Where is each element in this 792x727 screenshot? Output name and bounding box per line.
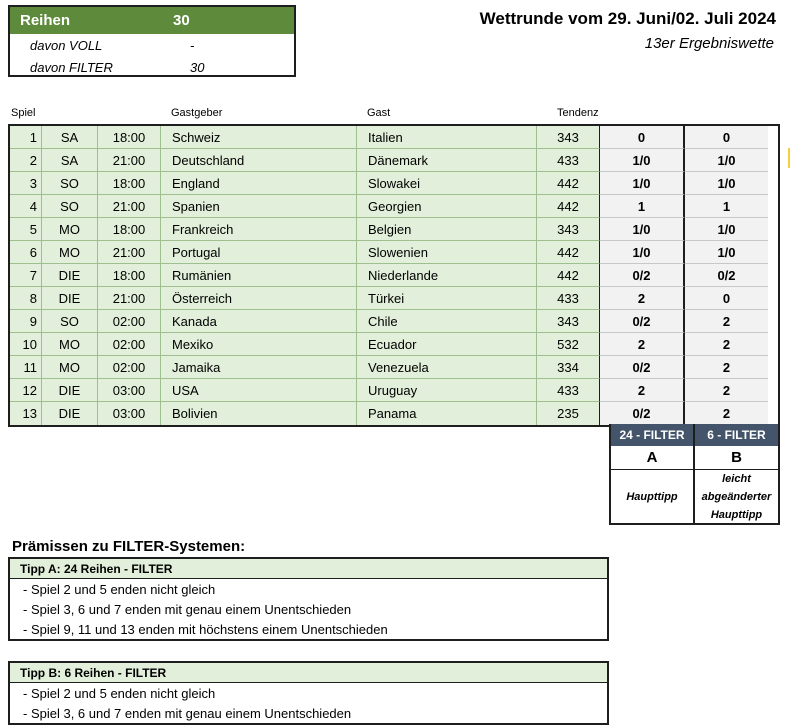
system-b-desc-line: Haupttipp	[710, 508, 763, 521]
game-time[interactable]: 18:00	[98, 264, 161, 287]
header-spiel: Spiel	[11, 107, 36, 119]
game-number[interactable]: 7	[10, 264, 42, 287]
home-team[interactable]: Deutschland	[161, 149, 357, 172]
game-number[interactable]: 2	[10, 149, 42, 172]
game-day[interactable]: MO	[42, 241, 98, 264]
premise-a-line: - Spiel 3, 6 und 7 enden mit genau einem Unentschieden	[23, 601, 352, 617]
reihen-value: 30	[173, 12, 190, 29]
summary-box	[8, 5, 296, 77]
page-title: Wettrunde vom 29. Juni/02. Juli 2024	[479, 9, 776, 28]
game-day[interactable]: SO	[42, 310, 98, 333]
tipp-b-cell[interactable]: 1/0	[685, 149, 768, 172]
game-time[interactable]: 18:00	[98, 172, 161, 195]
game-tendency[interactable]: 334	[537, 356, 600, 379]
game-number[interactable]: 12	[10, 379, 42, 402]
game-tendency[interactable]: 343	[537, 126, 600, 149]
tipp-a-cell[interactable]: 2	[600, 287, 685, 310]
game-day[interactable]: MO	[42, 333, 98, 356]
table-row	[10, 402, 778, 425]
table-row	[10, 195, 778, 218]
tipp-b-cell[interactable]: 2	[685, 402, 768, 425]
premise-b-header: Tipp B: 6 Reihen - FILTER	[10, 663, 607, 683]
game-tendency[interactable]: 433	[537, 149, 600, 172]
home-team[interactable]: USA	[161, 379, 357, 402]
header-gastgeber: Gastgeber	[171, 107, 223, 119]
tipp-a-cell[interactable]: 1/0	[600, 241, 685, 264]
game-time[interactable]: 02:00	[98, 333, 161, 356]
game-tendency[interactable]: 532	[537, 333, 600, 356]
game-time[interactable]: 02:00	[98, 310, 161, 333]
away-team[interactable]: Belgien	[357, 218, 537, 241]
away-team[interactable]: Niederlande	[357, 264, 537, 287]
home-team[interactable]: England	[161, 172, 357, 195]
game-tendency[interactable]: 442	[537, 195, 600, 218]
voll-value: -	[190, 38, 195, 53]
filter-label: davon FILTER	[30, 60, 113, 75]
table-row	[10, 333, 778, 356]
tipp-a-cell[interactable]: 0/2	[600, 402, 685, 425]
home-team[interactable]: Jamaika	[161, 356, 357, 379]
system-b-desc-line: abgeänderter	[701, 490, 772, 503]
tipp-b-cell[interactable]: 1/0	[685, 218, 768, 241]
tipp-b-cell[interactable]: 2	[685, 310, 768, 333]
system-a-column	[609, 424, 695, 525]
tipp-b-cell[interactable]: 1/0	[685, 172, 768, 195]
system-b-description	[695, 470, 778, 523]
summary-row-filter	[10, 56, 294, 78]
tipp-b-cell[interactable]: 2	[685, 379, 768, 402]
tipp-b-cell[interactable]: 1	[685, 195, 768, 218]
away-team[interactable]: Slowakei	[357, 172, 537, 195]
tipp-a-cell[interactable]: 1/0	[600, 172, 685, 195]
system-b-column	[693, 424, 780, 525]
home-team[interactable]: Österreich	[161, 287, 357, 310]
game-number[interactable]: 13	[10, 402, 42, 425]
game-time[interactable]: 21:00	[98, 149, 161, 172]
game-day[interactable]: DIE	[42, 264, 98, 287]
away-team[interactable]: Italien	[357, 126, 537, 149]
tipp-b-cell[interactable]: 2	[685, 333, 768, 356]
game-time[interactable]: 02:00	[98, 356, 161, 379]
game-day[interactable]: DIE	[42, 379, 98, 402]
game-tendency[interactable]: 442	[537, 241, 600, 264]
game-time[interactable]: 21:00	[98, 241, 161, 264]
home-team[interactable]: Portugal	[161, 241, 357, 264]
tipp-a-cell[interactable]: 0/2	[600, 264, 685, 287]
tipp-a-cell[interactable]: 0/2	[600, 310, 685, 333]
game-number[interactable]: 9	[10, 310, 42, 333]
system-a-header: 24 - FILTER	[611, 424, 693, 446]
voll-label: davon VOLL	[30, 38, 103, 53]
home-team[interactable]: Schweiz	[161, 126, 357, 149]
system-b-letter: B	[695, 446, 778, 470]
game-day[interactable]: MO	[42, 218, 98, 241]
reihen-label: Reihen	[20, 12, 71, 29]
home-team[interactable]: Spanien	[161, 195, 357, 218]
game-number[interactable]: 4	[10, 195, 42, 218]
home-team[interactable]: Rumänien	[161, 264, 357, 287]
tipp-a-cell[interactable]: 0	[600, 126, 685, 149]
game-day[interactable]: SA	[42, 149, 98, 172]
away-team[interactable]: Panama	[357, 402, 537, 425]
tipp-b-cell[interactable]: 2	[685, 356, 768, 379]
premise-a-line: - Spiel 9, 11 und 13 enden mit höchstens einem Unentschieden	[23, 621, 388, 637]
table-row	[10, 149, 778, 172]
tipp-b-cell[interactable]: 1/0	[685, 241, 768, 264]
summary-header	[10, 7, 294, 34]
premise-box-a	[8, 557, 609, 641]
table-row	[10, 264, 778, 287]
game-tendency[interactable]: 433	[537, 379, 600, 402]
premise-a-line: - Spiel 2 und 5 enden nicht gleich	[23, 581, 216, 597]
system-b-header: 6 - FILTER	[695, 424, 778, 446]
away-team[interactable]: Dänemark	[357, 149, 537, 172]
header-tendenz: Tendenz	[557, 107, 599, 119]
game-time[interactable]: 21:00	[98, 287, 161, 310]
table-row	[10, 172, 778, 195]
game-time[interactable]: 18:00	[98, 218, 161, 241]
premise-b-line: - Spiel 2 und 5 enden nicht gleich	[23, 685, 216, 701]
home-team[interactable]: Frankreich	[161, 218, 357, 241]
away-team[interactable]: Ecuador	[357, 333, 537, 356]
tipp-a-cell[interactable]: 2	[600, 333, 685, 356]
away-team[interactable]: Venezuela	[357, 356, 537, 379]
game-time[interactable]: 03:00	[98, 379, 161, 402]
home-team[interactable]: Mexiko	[161, 333, 357, 356]
game-tendency[interactable]: 433	[537, 287, 600, 310]
system-a-letter: A	[611, 446, 693, 470]
table-row	[10, 218, 778, 241]
table-row	[10, 379, 778, 402]
table-row	[10, 287, 778, 310]
system-a-description: Haupttipp	[626, 490, 678, 503]
away-team[interactable]: Georgien	[357, 195, 537, 218]
game-day[interactable]: SO	[42, 172, 98, 195]
away-team[interactable]: Türkei	[357, 287, 537, 310]
system-b-desc-line: leicht	[722, 472, 751, 485]
away-team[interactable]: Slowenien	[357, 241, 537, 264]
game-number[interactable]: 3	[10, 172, 42, 195]
tipp-a-cell[interactable]: 1/0	[600, 149, 685, 172]
header-gast: Gast	[367, 107, 391, 119]
games-table	[8, 124, 780, 427]
table-row	[10, 356, 778, 379]
premises-title: Prämissen zu FILTER-Systemen:	[12, 538, 246, 555]
game-time[interactable]: 03:00	[98, 402, 161, 425]
away-team[interactable]: Chile	[357, 310, 537, 333]
game-time[interactable]: 21:00	[98, 195, 161, 218]
game-day[interactable]: SA	[42, 126, 98, 149]
page-subtitle: 13er Ergebniswette	[644, 35, 774, 52]
cell-cursor-marker	[788, 148, 790, 168]
game-number[interactable]: 5	[10, 218, 42, 241]
game-number[interactable]: 8	[10, 287, 42, 310]
premise-a-header: Tipp A: 24 Reihen - FILTER	[10, 559, 607, 579]
game-day[interactable]: MO	[42, 356, 98, 379]
premise-box-b	[8, 661, 609, 725]
game-number[interactable]: 1	[10, 126, 42, 149]
game-day[interactable]: DIE	[42, 402, 98, 425]
filter-value: 30	[190, 60, 205, 75]
away-team[interactable]: Uruguay	[357, 379, 537, 402]
tipp-a-cell[interactable]: 0/2	[600, 356, 685, 379]
premise-b-line: - Spiel 3, 6 und 7 enden mit genau einem Unentschieden	[23, 705, 352, 721]
game-number[interactable]: 10	[10, 333, 42, 356]
game-number[interactable]: 11	[10, 356, 42, 379]
game-time[interactable]: 18:00	[98, 126, 161, 149]
game-number[interactable]: 6	[10, 241, 42, 264]
game-tendency[interactable]: 343	[537, 218, 600, 241]
game-tendency[interactable]: 442	[537, 264, 600, 287]
tipp-b-cell[interactable]: 0/2	[685, 264, 768, 287]
game-tendency[interactable]: 235	[537, 402, 600, 425]
home-team[interactable]: Bolivien	[161, 402, 357, 425]
tipp-a-cell[interactable]: 1/0	[600, 218, 685, 241]
table-row	[10, 310, 778, 333]
tipp-b-cell[interactable]: 0	[685, 126, 768, 149]
summary-row-voll	[10, 34, 294, 56]
game-day[interactable]: DIE	[42, 287, 98, 310]
tipp-a-cell[interactable]: 2	[600, 379, 685, 402]
tipp-a-cell[interactable]: 1	[600, 195, 685, 218]
table-row	[10, 241, 778, 264]
home-team[interactable]: Kanada	[161, 310, 357, 333]
game-tendency[interactable]: 442	[537, 172, 600, 195]
table-row	[10, 126, 778, 149]
tipp-b-cell[interactable]: 0	[685, 287, 768, 310]
game-tendency[interactable]: 343	[537, 310, 600, 333]
game-day[interactable]: SO	[42, 195, 98, 218]
